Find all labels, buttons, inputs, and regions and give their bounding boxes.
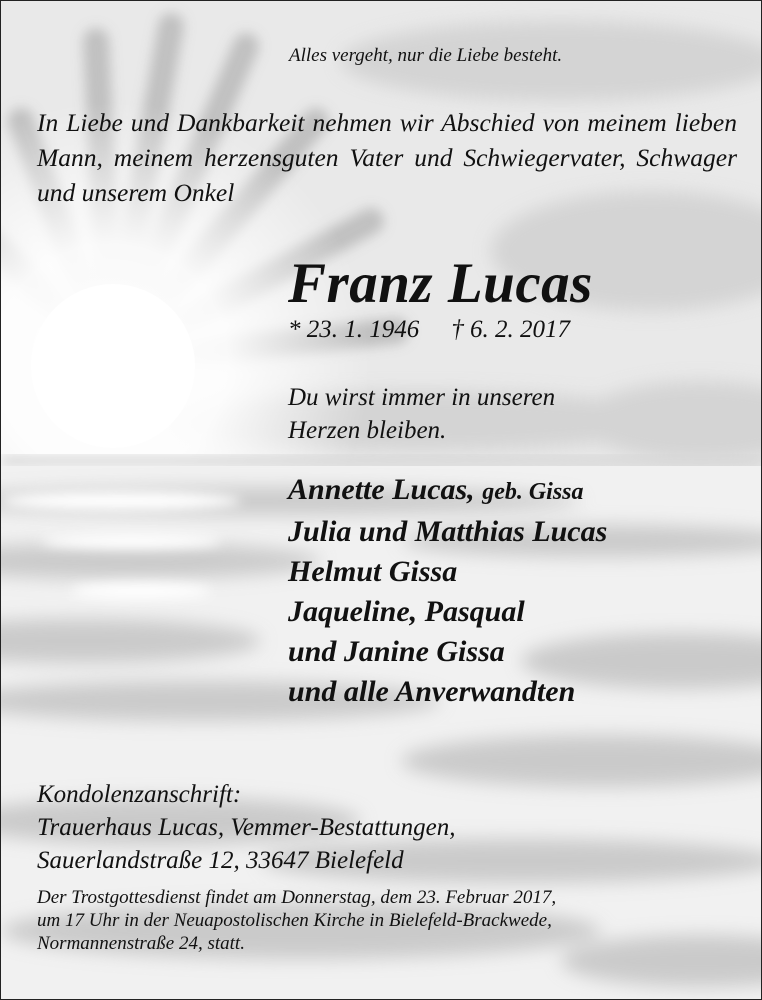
mourner-line: Helmut Gissa bbox=[288, 555, 458, 588]
verse bbox=[288, 381, 555, 447]
intro-text: In Liebe und Dankbarkeit nehmen wir Abschied von meinem lieben Mann, meinem herzensguten Vater und Schwiegervater, Schwager und unserem Onkel bbox=[37, 108, 737, 207]
death-date: † 6. 2. 2017 bbox=[451, 316, 570, 343]
mourners-list bbox=[288, 470, 607, 712]
mourner-line: und Janine Gissa bbox=[288, 635, 505, 668]
birth-date: * 23. 1. 1946 bbox=[288, 316, 420, 343]
condolence-address bbox=[37, 778, 455, 877]
service-line: um 17 Uhr in der Neuapostolischen Kirche in Bielefeld-Brackwede, bbox=[37, 910, 552, 931]
address-line: Kondolenzanschrift: bbox=[37, 781, 242, 808]
mourner-line: und alle Anverwandten bbox=[288, 675, 576, 708]
service-line: Der Trostgottesdienst findet am Donnerstag, dem 23. Februar 2017, bbox=[37, 887, 557, 908]
mourner-line: Jaqueline, Pasqual bbox=[288, 595, 525, 628]
deceased-name: Franz Lucas bbox=[288, 252, 593, 315]
mourner-name: Annette Lucas, bbox=[288, 473, 475, 506]
maiden-name-note: geb. Gissa bbox=[482, 479, 584, 505]
service-line: Normannenstraße 24, statt. bbox=[37, 933, 245, 954]
motto: Alles vergeht, nur die Liebe besteht. bbox=[289, 45, 563, 66]
life-dates bbox=[288, 316, 570, 344]
address-line: Trauerhaus Lucas, Vemmer-Bestattungen, bbox=[37, 814, 456, 841]
verse-line: Herzen bleiben. bbox=[288, 417, 447, 444]
mourner-line: Julia und Matthias Lucas bbox=[288, 515, 608, 548]
address-line: Sauerlandstraße 12, 33647 Bielefeld bbox=[37, 847, 404, 874]
service-info bbox=[37, 886, 727, 955]
verse-line: Du wirst immer in unseren bbox=[288, 384, 556, 411]
mourner-line bbox=[288, 470, 607, 512]
